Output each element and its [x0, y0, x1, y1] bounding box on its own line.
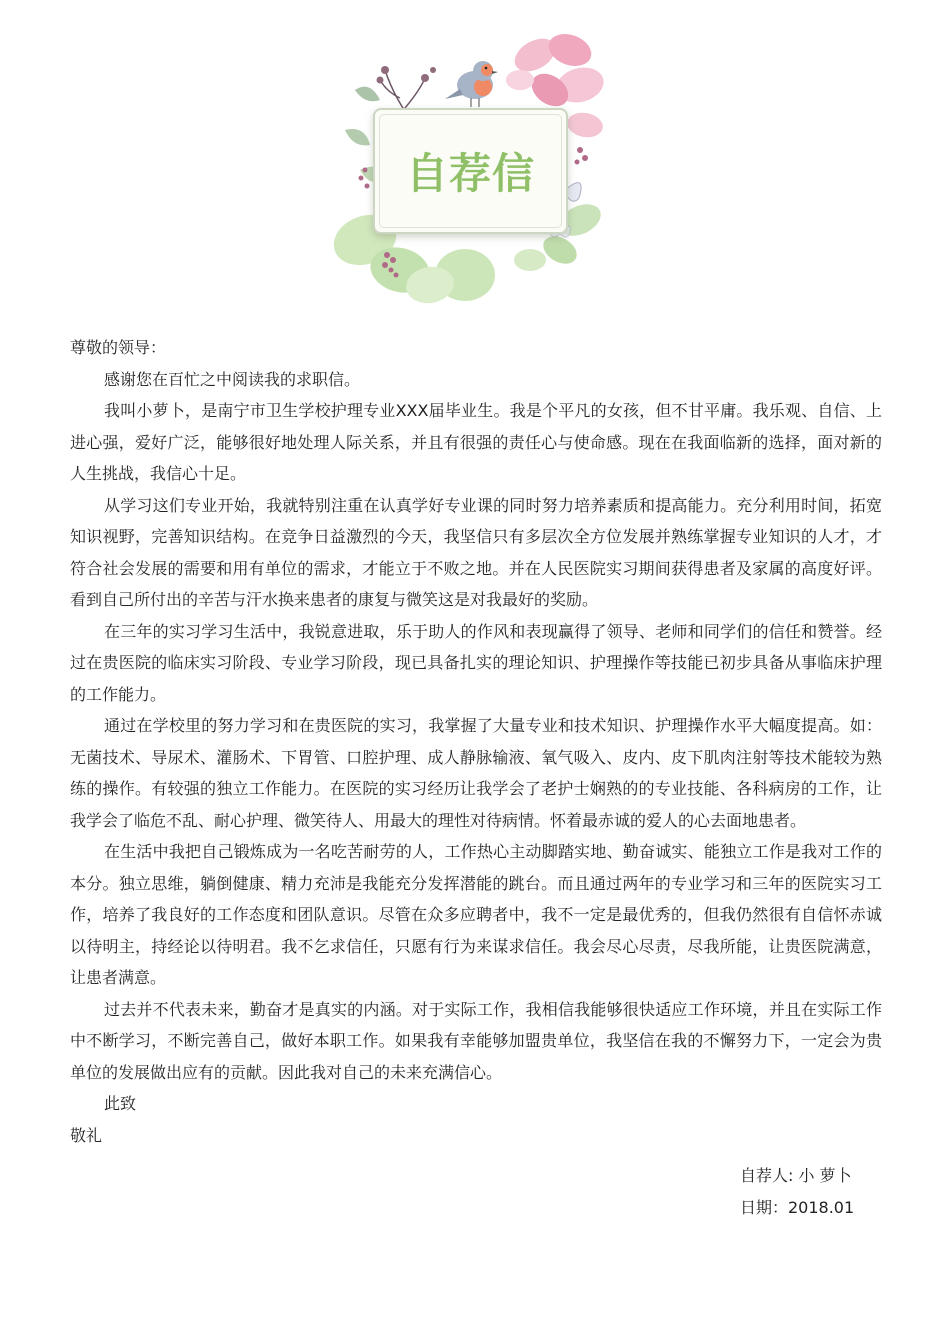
paragraph-7: 过去并不代表未来，勤奋才是真实的内涵。对于实际工作，我相信我能够很快适应工作环境，并且在实际工作中不断学习，不断完善自己，做好本职工作。如果我有幸能够加盟贵单位，我坚信在我的不懈努力下，一定会为贵单位的发展做出应有的贡献。因此我对自己的未来充满信心。 — [70, 999, 882, 1082]
signature-block — [740, 1160, 854, 1223]
signature-date: 日期：2018.01 — [740, 1197, 855, 1217]
paragraph-3: 从学习这们专业开始，我就特别注重在认真学好专业课的同时努力培养素质和提高能力。充分利用时间，拓宽知识视野，完善知识结构。在竞争日益激烈的今天，我坚信只有多层次全方位发展并熟练掌握专业知识的人才，才符合社会发展的需要和用有单位的需求，才能立于不败之地。并在人民医院实习期间获得患者及家属的高度好评。看到自己所付出的辛苦与汗水换来患者的康复与微笑这是对我最好的奖励。 — [70, 495, 882, 609]
paragraph-2: 我叫小萝卜，是南宁市卫生学校护理专业XXX届毕业生。我是个平凡的女孩，但不甘平庸。我乐观、自信、上进心强，爱好广泛，能够很好地处理人际关系，并且有很强的责任心与使命感。现在在我面临新的选择，面对新的人生挑战，我信心十足。 — [70, 401, 882, 483]
closing-salute: 敬礼 — [70, 1125, 103, 1145]
salutation: 尊敬的领导： — [70, 338, 167, 357]
title-card — [373, 108, 568, 234]
paragraph-6: 在生活中我把自己锻炼成为一名吃苦耐劳的人，工作热心主动脚踏实地、勤奋诚实、能独立工作是我对工作的本分。独立思维，躺倒健康、精力充沛是我能充分发挥潜能的跳台。而且通过两年的专业学习和三年的医院实习工作，培养了我良好的工作态度和团队意识。尽管在众多应聘者中，我不一定是最优秀的，但我仍然很有自信怀赤诚以待明主，持经论以待明君。我不乞求信任，只愿有行为来谋求信任。我会尽心尽责，尽我所能，让贵医院满意，让患者满意。 — [70, 842, 882, 987]
paragraph-4: 在三年的实习学习生活中，我锐意进取，乐于助人的作风和表现赢得了领导、老师和同学们的信任和赞誉。经过在贵医院的临床实习阶段、专业学习阶段，现已具备扎实的理论知识、护理操作等技能已初步具备从事临床护理的工作能力。 — [70, 621, 882, 704]
closing-phrase: 此致 — [104, 1094, 137, 1113]
paragraph-1: 感谢您在百忙之中阅读我的求职信。 — [104, 369, 361, 389]
signature-name: 自荐人: 小 萝卜 — [740, 1166, 852, 1185]
page-title: 自荐信 — [405, 149, 535, 198]
title-card-inner-border — [379, 114, 562, 228]
paragraph-5: 通过在学校里的努力学习和在贵医院的实习，我掌握了大量专业和技术知识、护理操作水平大幅度提高。如：无菌技术、导尿术、灌肠术、下胃管、口腔护理、成人静脉输液、氧气吸入、皮内、皮下肌肉注射等技术能较为熟练的操作。有较强的独立工作能力。在医院的实习经历让我学会了老护士娴熟的的专业技能、各科病房的工作，让我学会了临危不乱、耐心护理、微笑待人、用最大的理性对待病情。怀着最赤诚的爱人的心去面地患者。 — [70, 716, 882, 830]
letter-body — [70, 332, 882, 1151]
bird-decoration — [445, 61, 498, 107]
